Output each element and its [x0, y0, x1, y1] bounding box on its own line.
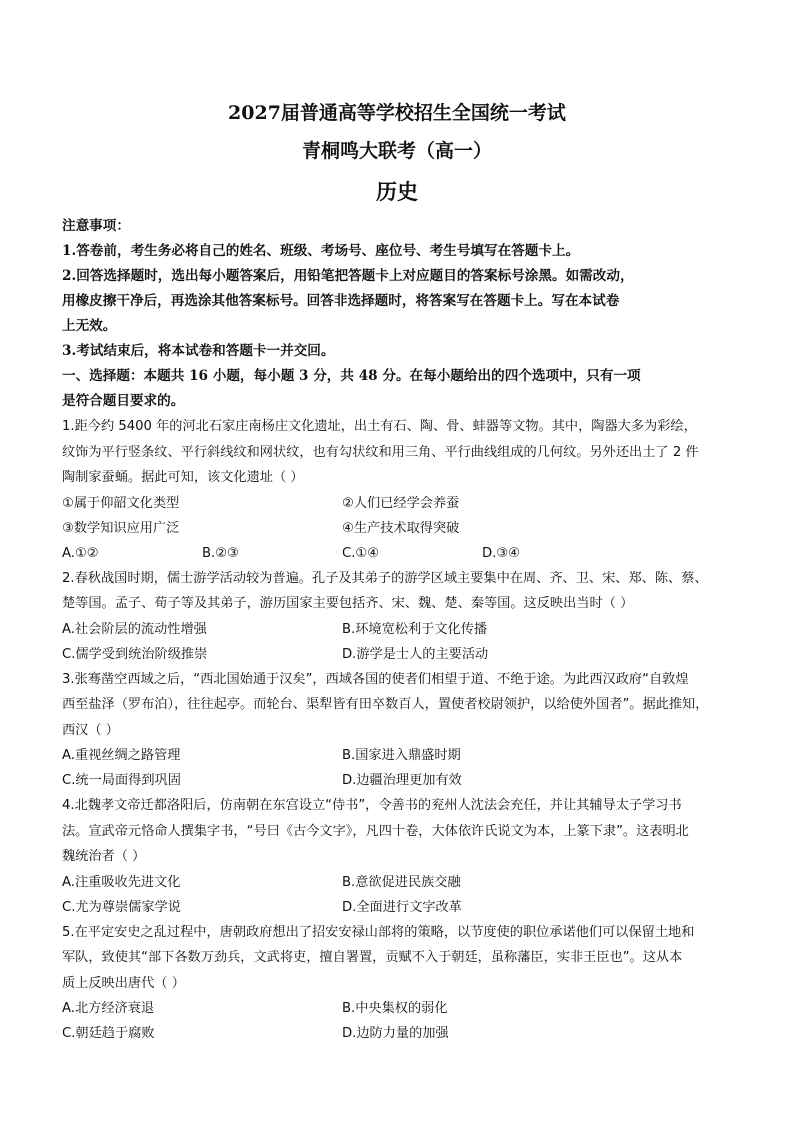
question-1-statements-row-2 — [62, 516, 768, 541]
question-line: 质上反映出唐代（ ） — [62, 975, 185, 991]
option-d: D.游学是士人的主要活动 — [342, 646, 489, 662]
option-a: A.重视丝绸之路管理 — [62, 748, 181, 763]
option-b: B.环境宽松利于文化传播 — [342, 621, 488, 637]
section-heading-line-2: 是符合题目要求的。 — [62, 393, 185, 409]
question-line: 5.在平定安史之乱过程中，唐朝政府想出了招安安禄山部将的策略，以节度使的职位承诺他们可以保留土地和 — [62, 924, 695, 940]
notice-heading: 注意事项： — [62, 218, 130, 234]
question-line: 2.春秋战国时期，儒士游学活动较为普遍。孔子及其弟子的游学区域主要集中在周、齐、卫、宋、郑、陈、蔡、 — [62, 570, 708, 586]
option-c: C.儒学受到统治阶级推崇 — [62, 646, 208, 662]
question-4-options-row-2 — [62, 895, 768, 920]
option-b: B.意欲促进民族交融 — [342, 874, 461, 890]
option-a: A.①② — [62, 545, 99, 561]
option-d: D.③④ — [482, 545, 520, 561]
question-1-statements-row-1 — [62, 491, 768, 516]
question-3-options-row-1 — [62, 743, 768, 768]
statement-1: ①属于仰韶文化类型 — [62, 495, 180, 511]
statement-2: ②人们已经学会养蚕 — [342, 495, 460, 511]
question-5-options-row-1 — [62, 996, 768, 1021]
question-2-stem — [62, 566, 768, 617]
notice-item-2-line-2: 用橡皮擦干净后，再选涂其他答案标号。回答非选择题时，将答案写在答题卡上。写在本试卷 — [62, 293, 620, 309]
option-a: A.注重吸收先进文化 — [62, 874, 181, 890]
option-c: C.朝廷趋于腐败 — [62, 1026, 155, 1041]
option-c: C.尤为尊崇儒家学说 — [62, 899, 181, 915]
question-line: 3.张骞凿空西域之后，“西北国始通于汉矣”，西域各国的使者们相望于道、不绝于途。为此西汉政府“自敦煌 — [62, 671, 689, 687]
exam-subtitle: 青桐鸣大联考（高一） — [301, 140, 492, 162]
question-4-stem — [62, 793, 768, 870]
question-line: 纹饰为平行竖条纹、平行斜线纹和网状纹，也有勾状纹和用三角、平行曲线组成的几何纹。另外还出土了 2 件 — [62, 444, 699, 460]
question-line: 魏统治者（ ） — [62, 849, 146, 864]
question-line: 1.距今约 5400 年的河北石家庄南杨庄文化遗址，出土有石、陶、骨、蚌器等文物。其中，陶器大多为彩绘， — [62, 419, 697, 434]
question-line: 楚等国。孟子、荀子等及其弟子，游历国家主要包括齐、宋、魏、楚、秦等国。这反映出当时（ ） — [62, 596, 634, 611]
question-line: 军队，致使其“部下各数万劲兵，文武将吏，擅自署置，贡赋不入于朝廷，虽称藩臣，实非王臣也”。这从本 — [62, 950, 683, 965]
question-line: 西汉（ ） — [62, 722, 119, 738]
question-1-options — [62, 541, 768, 566]
section-heading-line-1: 一、选择题：本题共 16 小题，每小题 3 分，共 48 分。在每小题给出的四个选项中，只有一项 — [62, 368, 641, 384]
notice-item-3: 3.考试结束后，将本试卷和答题卡一并交回。 — [62, 343, 335, 359]
notice-item-2-line-3: 上无效。 — [62, 318, 117, 334]
option-b: B.②③ — [202, 545, 239, 561]
notice-item-1: 1.答卷前，考生务必将自己的姓名、班级、考场号、座位号、考生号填写在答题卡上。 — [62, 243, 580, 259]
question-line: 法。宣武帝元恪命人撰集字书，“号曰《古今文字》，凡四十卷，大体依许氏说文为本，上篆下隶”。这表明北 — [62, 823, 689, 839]
question-5-stem — [62, 920, 768, 997]
subject-title: 历史 — [376, 179, 418, 204]
option-a: A.社会阶层的流动性增强 — [62, 621, 207, 637]
option-b: B.中央集权的弱化 — [342, 1001, 448, 1016]
question-2-options-row-1 — [62, 617, 768, 642]
question-4-options-row-1 — [62, 870, 768, 895]
question-line: 陶制家蚕蛹。据此可知，该文化遗址（ ） — [62, 470, 304, 485]
exam-title: 2027届普通高等学校招生全国统一考试 — [228, 102, 566, 124]
statement-3: ③数学知识应用广泛 — [62, 520, 180, 536]
question-3-stem — [62, 667, 768, 744]
notice-item-2-line-1: 2.回答选择题时，选出每小题答案后，用铅笔把答题卡上对应题目的答案标号涂黑。如需改动， — [62, 268, 634, 284]
statement-4: ④生产技术取得突破 — [342, 520, 460, 536]
option-c: C.统一局面得到巩固 — [62, 773, 181, 788]
question-5-options-row-2 — [62, 1021, 768, 1046]
question-2-options-row-2 — [62, 642, 768, 667]
question-line: 西至盐泽（罗布泊），往往起亭。而轮台、渠犁皆有田卒数百人，置使者校尉领护，以给使外国者”。据此推知， — [62, 697, 709, 712]
option-d: D.全面进行文字改革 — [342, 899, 462, 915]
option-c: C.①④ — [342, 545, 380, 561]
question-1-stem — [62, 414, 768, 491]
question-line: 4.北魏孝文帝迁都洛阳后，仿南朝在东宫设立“侍书”，令善书的兖州人沈法会充任，并让其辅导太子学习书 — [62, 798, 682, 813]
option-a: A.北方经济衰退 — [62, 1001, 155, 1016]
question-3-options-row-2 — [62, 768, 768, 793]
exam-content — [62, 214, 768, 1046]
option-d: D.边防力量的加强 — [342, 1026, 449, 1041]
option-b: B.国家进入鼎盛时期 — [342, 748, 461, 763]
option-d: D.边疆治理更加有效 — [342, 773, 462, 788]
